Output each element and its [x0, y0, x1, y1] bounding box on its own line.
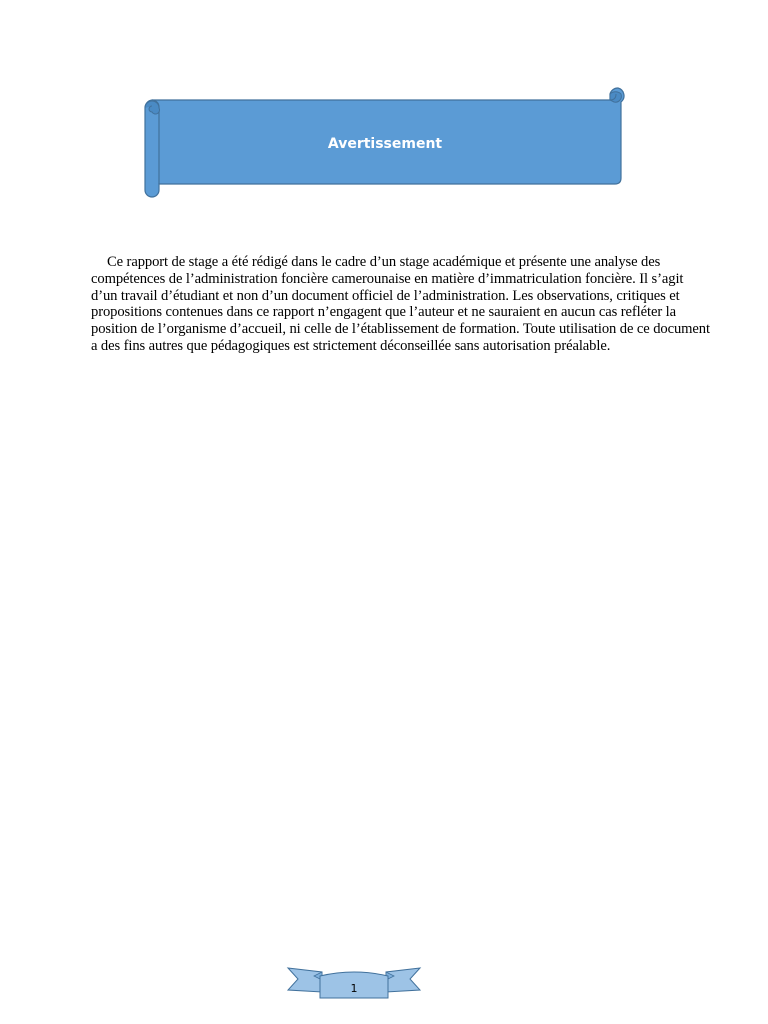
- page-number: 1: [350, 982, 358, 995]
- disclaimer-paragraph: Ce rapport de stage a été rédigé dans le cadre d’un stage académique et présente une analyse des compétences de l’administration foncière camerounaise en matière d’immatriculation foncière. Il s’agit d’un travail d’étudiant et non d’un document officiel de l’administration. Les observations, critiques et propositions contenues dans ce rapport n’engagent que l’auteur et ne sauraient en aucun cas refléter la position de l’organisme d’accueil, ni celle de l’établissement de formation. Toute utilisation de ce document a des fins autres que pédagogiques est strictement déconseillée sans autorisation préalable.: [91, 254, 710, 354]
- title-scroll-banner: [140, 86, 630, 202]
- page-number-ribbon: [286, 964, 422, 1002]
- banner-title: Avertissement: [327, 136, 443, 152]
